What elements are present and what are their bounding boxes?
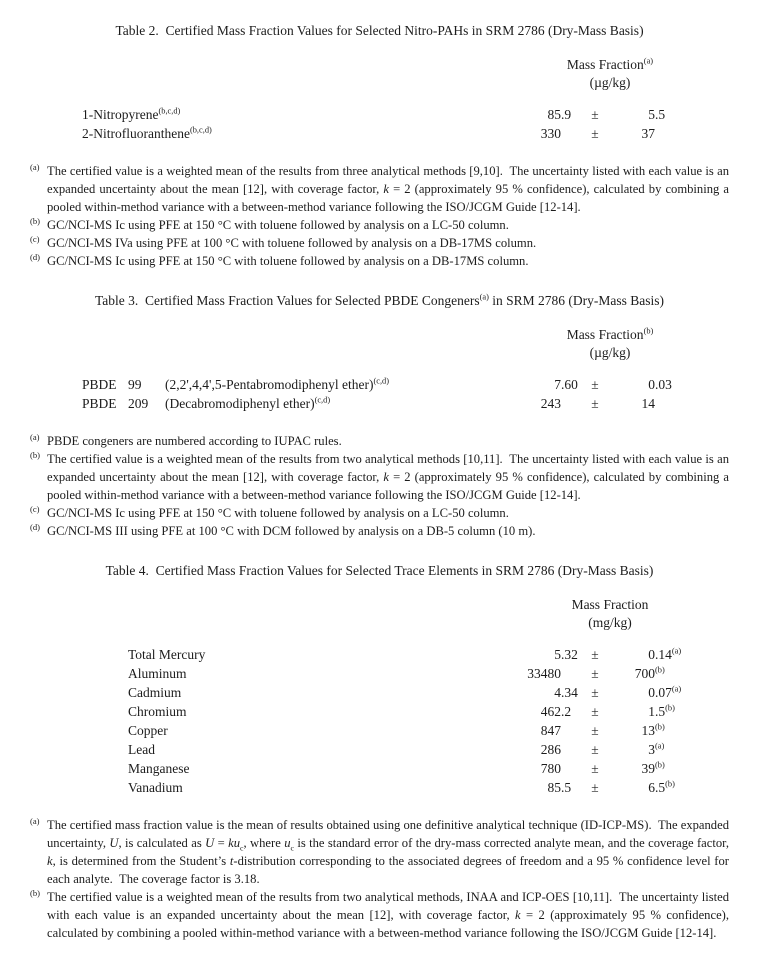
uncertainty-fraction: (a) [655, 741, 665, 751]
column-header-unit: (µg/kg) [589, 345, 631, 360]
table-rows [30, 645, 729, 797]
table-rows [30, 375, 729, 413]
footnote-text: GC/NCI-MS IVa using PFE at 100 °C with toluene followed by analysis on a DB-17MS column. [47, 236, 537, 250]
footnote [30, 216, 729, 234]
table-row [30, 683, 729, 702]
column-header-label: Mass Fraction [571, 597, 649, 612]
analyte-name: Aluminum [128, 666, 187, 681]
analyte-label [30, 759, 491, 778]
column-header-label: Mass Fraction$^{(b)}$ [566, 326, 654, 342]
analyte-label [30, 664, 491, 683]
analyte-name: (Decabromodiphenyl ether)$^{(c,d)}$ [165, 395, 331, 411]
uncertainty-fraction: (b) [655, 760, 665, 770]
uncertainty-fraction: .5$^{(b)}$ [655, 779, 675, 795]
footnote-marker-label: (b) [30, 215, 40, 226]
value-fraction: .32 [561, 647, 578, 662]
analyte-name: Lead [128, 742, 155, 757]
analyte-prefix: PBDE [82, 377, 117, 392]
plus-minus-sign: ± [591, 742, 599, 757]
column-header [491, 596, 729, 632]
uncertainty-fraction: .5$^{(b)}$ [655, 703, 675, 719]
uncertainty-integer: 13 [641, 723, 655, 738]
uncertainty-integer: 37 [641, 126, 655, 141]
analyte-prefix: PBDE [82, 396, 117, 411]
footnote [30, 522, 729, 540]
footnote-marker [30, 816, 47, 888]
value-integer: 85 [547, 107, 561, 122]
table-row [30, 664, 729, 683]
footnote-marker [30, 504, 47, 522]
footnote-marker-label: (b) [30, 887, 40, 898]
value-integer: 33480 [527, 666, 561, 681]
footnote-marker-label: (c) [30, 503, 40, 514]
uncertainty-integer: 14 [641, 396, 655, 411]
table-footnotes [30, 162, 729, 270]
analyte-name: Copper [128, 723, 168, 738]
footnote-text: GC/NCI-MS III using PFE at 100 °C with DCM followed by analysis on a DB-5 column (10 m). [47, 524, 536, 538]
table-row [30, 740, 729, 759]
footnote-marker-label: (d) [30, 251, 40, 262]
plus-minus-sign: ± [591, 126, 599, 141]
footnote [30, 504, 729, 522]
analyte-label [30, 683, 491, 702]
footnote [30, 432, 729, 450]
uncertainty-fraction: (b) [655, 665, 665, 675]
footnote [30, 888, 729, 942]
uncertainty-fraction: .14$^{(a)}$ [655, 646, 682, 662]
analyte-label [30, 375, 491, 394]
footnote-text: GC/NCI-MS Ic using PFE at 150 °C with toluene followed by analysis on a LC-50 column. [47, 218, 509, 232]
footnote-marker [30, 252, 47, 270]
analyte-label [30, 394, 491, 413]
footnote-text: The certified value is a weighted mean of the results from two analytical methods [10,11]. The uncertainty listed with each value is an expanded uncertainty about the mean [12], with coverage factor, k = 2 (approximately 95 % confidence), calculated by combining a pooled within-method variance with a between-method variance following the ISO/JCGM Guide [12-14]. [47, 452, 730, 502]
table-row [30, 394, 729, 413]
plus-minus-sign: ± [591, 780, 599, 795]
value-integer: 5 [554, 647, 561, 662]
plus-minus-sign: ± [591, 685, 599, 700]
analyte-name: Vanadium [128, 780, 183, 795]
analyte-name: Total Mercury [128, 647, 206, 662]
table-section-3 [30, 292, 729, 540]
footnote [30, 450, 729, 504]
plus-minus-sign: ± [591, 723, 599, 738]
footnote-marker [30, 234, 47, 252]
table-row [30, 778, 729, 797]
plus-minus-sign: ± [591, 666, 599, 681]
value-fraction: .5 [561, 780, 572, 795]
value-integer: 330 [540, 126, 561, 141]
analyte-label [30, 721, 491, 740]
column-header-label: Mass Fraction$^{(a)}$ [566, 56, 654, 72]
value-fraction: .2 [561, 704, 572, 719]
analyte-name: Cadmium [128, 685, 182, 700]
footnote-marker [30, 432, 47, 450]
uncertainty-fraction: .03 [655, 377, 672, 392]
uncertainty-integer: 0 [648, 685, 655, 700]
table-row [30, 105, 729, 124]
plus-minus-sign: ± [591, 107, 599, 122]
footnote-marker [30, 888, 47, 942]
uncertainty-integer: 3 [648, 742, 655, 757]
analyte-number: 99 [128, 377, 142, 392]
analyte-label [30, 740, 491, 759]
value-integer: 243 [540, 396, 561, 411]
uncertainty-fraction: (b) [655, 722, 665, 732]
plus-minus-sign: ± [591, 396, 599, 411]
analyte-label [30, 124, 491, 143]
uncertainty-integer: 700 [634, 666, 655, 681]
value-fraction: .60 [561, 377, 578, 392]
analyte-name: 2-Nitrofluoranthene$^{(b,c,d)}$ [82, 125, 212, 141]
footnote-marker-label: (b) [30, 449, 40, 460]
uncertainty-integer: 1 [648, 704, 655, 719]
column-header [491, 56, 729, 92]
uncertainty-integer: 6 [648, 780, 655, 795]
footnote [30, 162, 729, 216]
analyte-label [30, 645, 491, 664]
value-integer: 286 [540, 742, 561, 757]
table-row [30, 375, 729, 394]
footnote-marker [30, 450, 47, 504]
analyte-label [30, 702, 491, 721]
analyte-number: 209 [128, 396, 149, 411]
uncertainty-integer: 5 [648, 107, 655, 122]
uncertainty-integer: 39 [641, 761, 655, 776]
footnote-marker [30, 162, 47, 216]
footnote-marker-label: (a) [30, 161, 40, 172]
table-row [30, 759, 729, 778]
plus-minus-sign: ± [591, 377, 599, 392]
value-integer: 7 [554, 377, 561, 392]
plus-minus-sign: ± [591, 704, 599, 719]
footnote-text: GC/NCI-MS Ic using PFE at 150 °C with toluene followed by analysis on a DB-17MS column. [47, 254, 529, 268]
footnote-text: PBDE congeners are numbered according to IUPAC rules. [47, 434, 342, 448]
table-row [30, 645, 729, 664]
footnote [30, 234, 729, 252]
footnote-text: The certified value is a weighted mean of the results from two analytical methods, INAA and ICP-OES [10,11]. The uncertainty listed with each value is an expanded uncertainty about the mean [12], with coverage factor, k = 2 (approximately 95 % confidence), calculated by combining a pooled within-method variance with a between-method variance following the ISO/JCGM Guide [12-14]. [47, 890, 730, 940]
plus-minus-sign: ± [591, 761, 599, 776]
plus-minus-sign: ± [591, 647, 599, 662]
table-section-4 [30, 562, 729, 942]
footnote-text: The certified value is a weighted mean of the results from three analytical methods [9,10]. The uncertainty listed with each value is an expanded uncertainty about the mean [12], with coverage factor, k = 2 (approximately 95 % confidence), calculated by combining a pooled within-method variance with a between-method variance following the ISO/JCGM Guide [12-14]. [47, 164, 730, 214]
table-section-2 [30, 22, 729, 270]
column-header-unit: (mg/kg) [588, 615, 632, 630]
table-row [30, 124, 729, 143]
footnote-text: GC/NCI-MS Ic using PFE at 150 °C with toluene followed by analysis on a LC-50 column. [47, 506, 509, 520]
table-title: Table 2. Certified Mass Fraction Values for Selected Nitro-PAHs in SRM 2786 (Dry-Mass Basis) [115, 23, 644, 38]
footnote-marker-label: (d) [30, 521, 40, 532]
footnote-text: The certified mass fraction value is the mean of results obtained using one definitive analytical technique (ID-ICP-MS). The expanded uncertainty, U, is calculated as $U = ku_c$, where $u_c$ is the standard error of the dry-mass corrected analyte mean, and the coverage factor, k, is determined from the Student’s t-distribution corresponding to the associated degrees of freedom and a 95 % confidence level for each analyte. The coverage factor is 3.18. [47, 818, 729, 886]
table-footnotes [30, 432, 729, 540]
value-integer: 780 [540, 761, 561, 776]
analyte-label [30, 105, 491, 124]
footnote [30, 252, 729, 270]
analyte-label [30, 778, 491, 797]
uncertainty-integer: 0 [648, 647, 655, 662]
value-fraction: .34 [561, 685, 578, 700]
analyte-name: (2,2',4,4',5-Pentabromodiphenyl ether)$^{(c,d)}$ [165, 376, 390, 392]
footnote [30, 816, 729, 888]
value-integer: 847 [540, 723, 561, 738]
uncertainty-fraction: .07$^{(a)}$ [655, 684, 682, 700]
analyte-name: Chromium [128, 704, 187, 719]
table-rows [30, 105, 729, 143]
value-integer: 4 [554, 685, 561, 700]
footnote-marker [30, 522, 47, 540]
table-title: Table 4. Certified Mass Fraction Values for Selected Trace Elements in SRM 2786 (Dry-Mass Basis) [105, 563, 654, 578]
table-footnotes [30, 816, 729, 942]
table-row [30, 702, 729, 721]
analyte-name: Manganese [128, 761, 190, 776]
column-header [491, 326, 729, 362]
value-integer: 462 [540, 704, 561, 719]
footnote-marker-label: (c) [30, 233, 40, 244]
footnote-marker-label: (a) [30, 431, 40, 442]
uncertainty-fraction: .5 [655, 107, 666, 122]
value-integer: 85 [547, 780, 561, 795]
table-row [30, 721, 729, 740]
value-fraction: .9 [561, 107, 572, 122]
analyte-name: 1-Nitropyrene$^{(b,c,d)}$ [82, 106, 181, 122]
column-header-unit: (µg/kg) [589, 75, 631, 90]
table-title: Table 3. Certified Mass Fraction Values for Selected PBDE Congeners$^{(a)}$ in SRM 2786 (Dry-Mass Basis) [94, 292, 665, 308]
uncertainty-integer: 0 [648, 377, 655, 392]
footnote-marker [30, 216, 47, 234]
footnote-marker-label: (a) [30, 815, 40, 826]
